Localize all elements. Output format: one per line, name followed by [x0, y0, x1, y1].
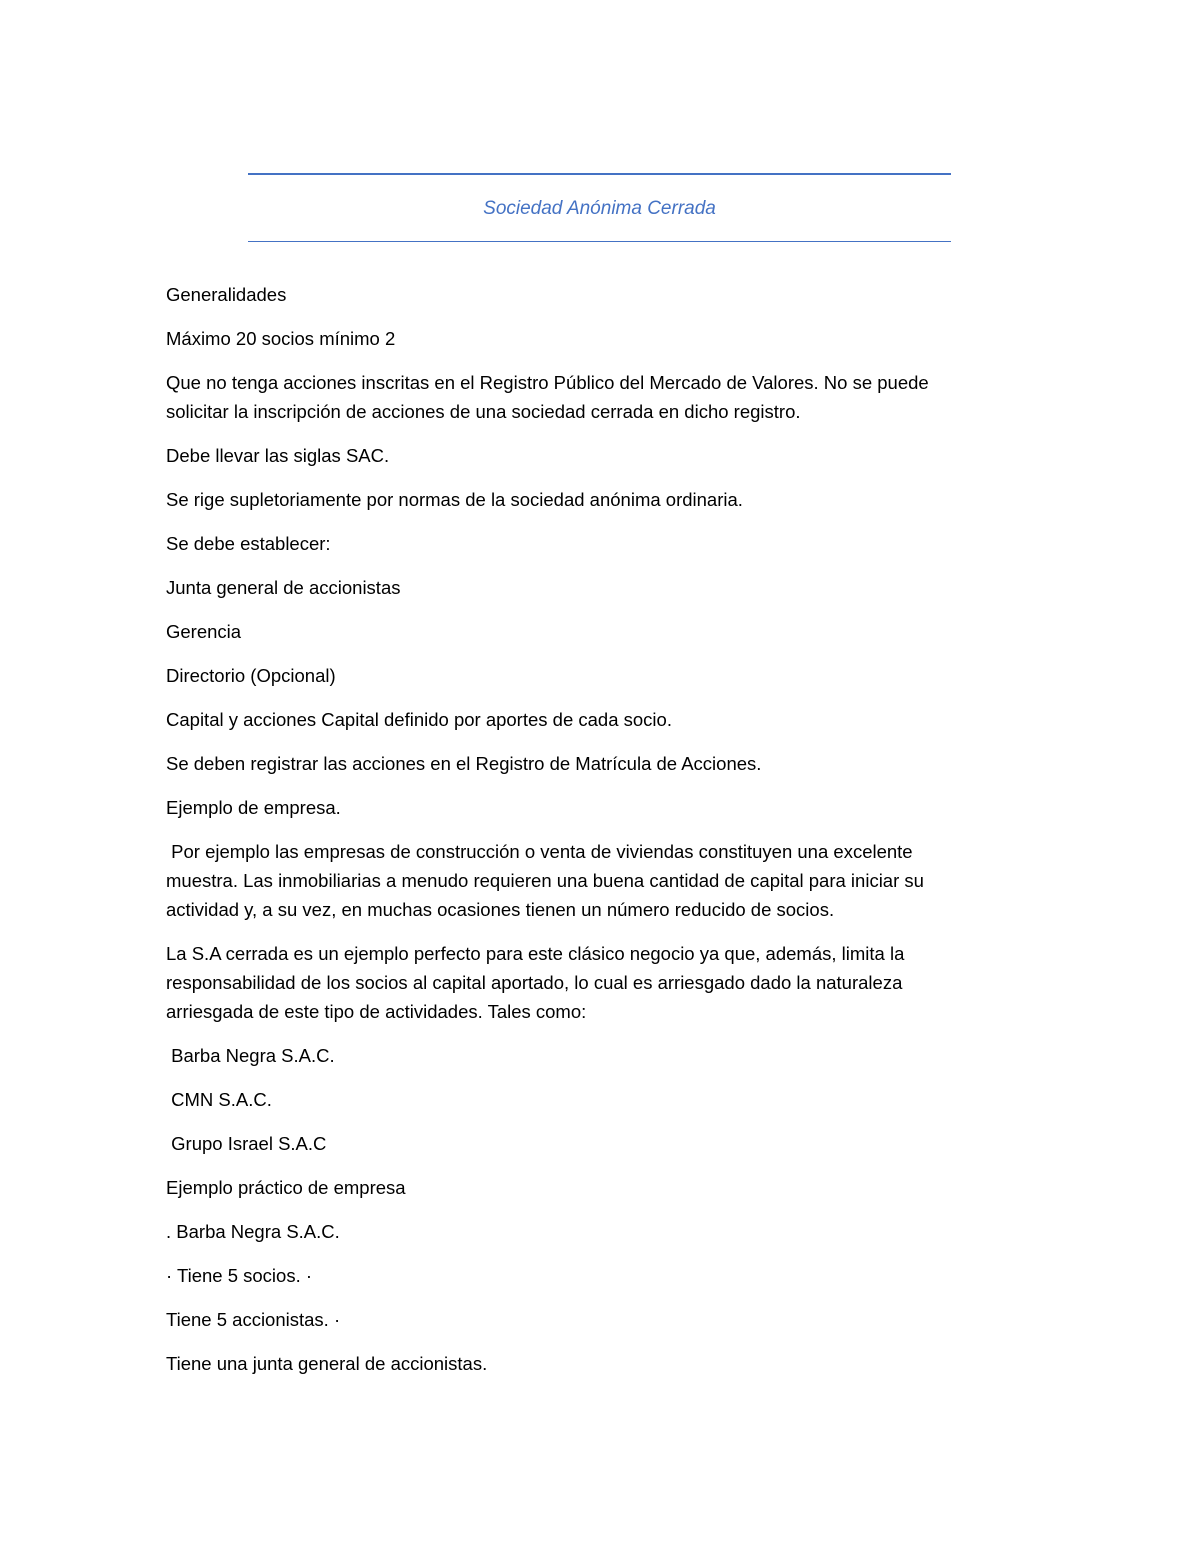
- paragraph-construccion: Por ejemplo las empresas de construcción o venta de viviendas constituyen una excelente muestra. Las inmobiliarias a menudo requieren una buena cantidad de capital para iniciar su actividad y, a su vez, en muchas ocasiones tienen un número reducido de socios.: [166, 841, 930, 920]
- paragraph-tiene-socios: · Tiene 5 socios. ·: [166, 1265, 313, 1286]
- paragraph-siglas: Debe llevar las siglas SAC.: [166, 445, 390, 466]
- document-title: Sociedad Anónima Cerrada: [483, 198, 716, 219]
- paragraph-tiene-junta: Tiene una junta general de accionistas.: [166, 1353, 488, 1374]
- paragraph-ejemplo-empresa: Ejemplo de empresa.: [166, 797, 341, 818]
- paragraph-socios-limite: Máximo 20 socios mínimo 2: [166, 328, 396, 349]
- paragraph-junta-general: Junta general de accionistas: [166, 577, 401, 598]
- paragraph-registro-publico: Que no tenga acciones inscritas en el Registro Público del Mercado de Valores. No se puede solicitar la inscripción de acciones de una sociedad cerrada en dicho registro.: [166, 372, 934, 422]
- paragraph-se-debe-establecer: Se debe establecer:: [166, 533, 331, 554]
- paragraph-generalidades: Generalidades: [166, 284, 287, 305]
- list-item-grupo-israel: Grupo Israel S.A.C: [166, 1133, 327, 1154]
- paragraph-ejemplo-practico: Ejemplo práctico de empresa: [166, 1177, 406, 1198]
- paragraph-barba-negra: . Barba Negra S.A.C.: [166, 1221, 340, 1242]
- title-block: [248, 173, 951, 245]
- title-rule-top: [248, 173, 951, 175]
- paragraph-capital: Capital y acciones Capital definido por aportes de cada socio.: [166, 709, 672, 730]
- paragraph-gerencia: Gerencia: [166, 621, 242, 642]
- list-item-cmn: CMN S.A.C.: [166, 1089, 272, 1110]
- document-body: [166, 280, 986, 1393]
- title-rule-bottom: [248, 241, 951, 242]
- paragraph-tiene-accionistas: Tiene 5 accionistas. ·: [166, 1309, 341, 1330]
- paragraph-normas: Se rige supletoriamente por normas de la sociedad anónima ordinaria.: [166, 489, 743, 510]
- list-item-barba-negra: Barba Negra S.A.C.: [166, 1045, 335, 1066]
- paragraph-directorio: Directorio (Opcional): [166, 665, 336, 686]
- paragraph-sa-cerrada: La S.A cerrada es un ejemplo perfecto para este clásico negocio ya que, además, limita la responsabilidad de los socios al capital aportado, lo cual es arriesgado dado la naturaleza arriesgada de este tipo de actividades. Tales como:: [166, 943, 910, 1022]
- paragraph-matricula: Se deben registrar las acciones en el Registro de Matrícula de Acciones.: [166, 753, 762, 774]
